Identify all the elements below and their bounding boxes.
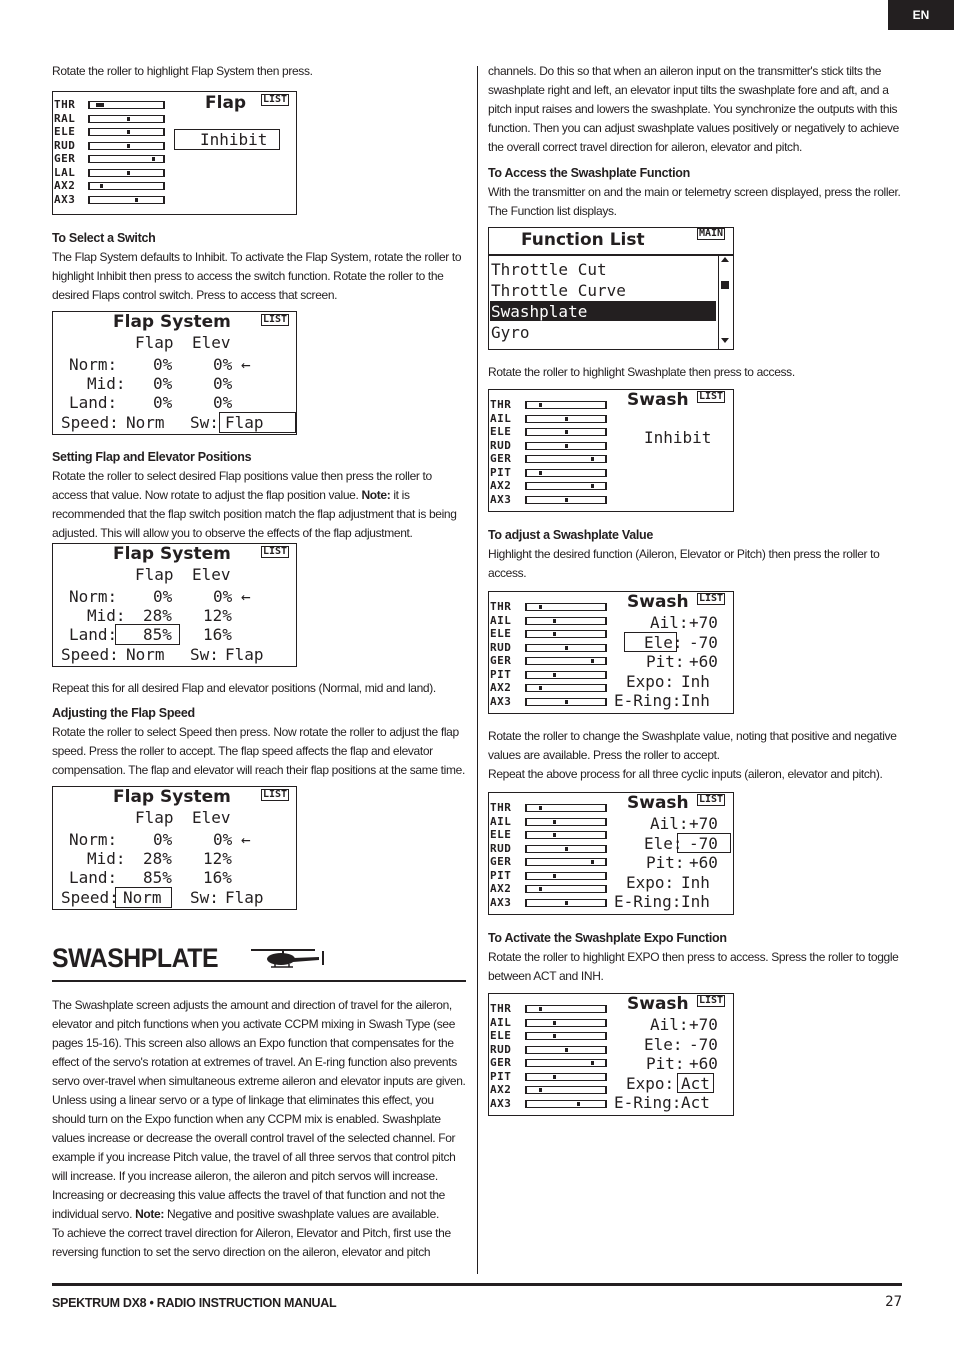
continued-text: channels. Do this so that when an aileron input on the transmitter's stick tilts the swashplate right and left, an elevator input tilts the swashplate fore and aft, and a pitch input raises and lowers the swashplate. You synchronize the outputs with this function. Then you can adjust swashplate values positively or negatively to achieve the overall correct travel direction for aileron, elevator and pitch. bbox=[488, 64, 899, 154]
channel-label: AX3 bbox=[490, 492, 512, 506]
highlight-text: Rotate the roller to highlight Swashplate then press to access. bbox=[488, 365, 795, 379]
channel-label: PIT bbox=[490, 465, 512, 479]
col-elev: Elev bbox=[192, 565, 231, 584]
swashplate-direction-text: To achieve the correct travel direction for Aileron, Elevator and Pitch, first use the reversing function to set the servo direction on the aileron, elevator and pitch bbox=[52, 1226, 451, 1259]
channel-bar bbox=[525, 858, 607, 866]
pit-label: Pit: bbox=[646, 853, 685, 872]
expo-value[interactable]: Inh bbox=[681, 672, 710, 691]
menu-item-swashplate[interactable]: Swashplate bbox=[491, 302, 588, 321]
ele-label: Ele: bbox=[644, 834, 683, 853]
land-elev: 16% bbox=[203, 625, 232, 644]
row-norm: Norm: bbox=[69, 830, 118, 849]
channel-bar bbox=[525, 469, 607, 477]
channel-bar bbox=[88, 196, 165, 204]
channel-bar bbox=[525, 1059, 607, 1067]
scrollbar[interactable] bbox=[718, 254, 733, 349]
switch-label: Sw: bbox=[190, 888, 219, 907]
mid-elev: 0% bbox=[213, 374, 233, 393]
list-tag: LIST bbox=[263, 789, 288, 800]
channel-bar bbox=[525, 428, 607, 436]
page-number: 27 bbox=[885, 1294, 902, 1310]
channel-bar bbox=[525, 804, 607, 812]
channel-bar bbox=[88, 128, 165, 136]
speed-value: Norm bbox=[123, 888, 162, 907]
ering-value[interactable]: Act bbox=[681, 1093, 710, 1112]
channel-label: GER bbox=[490, 1056, 512, 1069]
channel-bar bbox=[88, 142, 165, 150]
language-tab: EN bbox=[888, 0, 954, 30]
channel-label: AX2 bbox=[490, 882, 512, 895]
channel-bar bbox=[88, 169, 165, 177]
swashplate-intro-text: The Swashplate screen adjusts the amount and direction of travel for the aileron, elevator and pitch functions when you activate CCPM mixing in Swash Type (see pages 15-16). This screen also allows an Expo function that compensates for the effect of the servo's rotation at extremes of travel. An E-ring function also prevents servo over-travel when simultaneous extreme aileron and elevator inputs are given. Unless using a linear servo or a type of linkage that eliminates this effect, you should turn on the Expo function when any CCPM mix is enabled. Swashplate values increase or decrease the overall control travel of the selected channel. For example if you increase Pitch value, the travel of all three servos that control pitch will increase. If you increase aileron, the aileron and pitch servos will increase. Increasing or decreasing this value affects the travel of that function and not the individual servo. Note: Negative and positive swashplate values are available. bbox=[52, 998, 466, 1221]
row-norm: Norm: bbox=[69, 587, 118, 606]
channel-label: ELE bbox=[54, 125, 76, 138]
arrow-left-icon: ← bbox=[241, 355, 251, 374]
channel-label: AIL bbox=[490, 1015, 512, 1029]
channel-bar bbox=[525, 698, 607, 706]
expo-text: Rotate the roller to highlight EXPO then press to access. Spress the roller to toggle between ACT and INH. bbox=[488, 950, 899, 983]
channel-label: AIL bbox=[490, 814, 512, 828]
list-tag: LIST bbox=[263, 94, 288, 105]
channel-bar bbox=[525, 496, 607, 504]
switch-value: Flap bbox=[225, 888, 264, 907]
menu-item-throttle-curve[interactable]: Throttle Curve bbox=[491, 281, 626, 300]
list-tag: LIST bbox=[263, 546, 288, 557]
adjust-text: Highlight the desired function (Aileron, Elevator or Pitch) then press the roller to access. bbox=[488, 547, 880, 580]
flap-system-screen-2 bbox=[52, 543, 297, 667]
channel-bar bbox=[88, 101, 165, 109]
main-tag: MAIN bbox=[699, 228, 724, 239]
land-flap: 85% bbox=[143, 625, 172, 644]
channel-bar bbox=[88, 182, 165, 190]
screen-title: Swash bbox=[627, 994, 689, 1014]
select-switch-text: The Flap System defaults to Inhibit. To activate the Flap System, rotate the roller to highlight Inhibit then press to access the switch function. Rotate the roller to the desired Flaps control switch. Press to access that screen. bbox=[52, 250, 462, 302]
menu-item-throttle-cut[interactable]: Throttle Cut bbox=[491, 260, 607, 279]
section-title: SWASHPLATE bbox=[52, 942, 219, 973]
change-text: Rotate the roller to change the Swashplate value, noting that positive and negative values are available. Press the roller to accept. bbox=[488, 729, 897, 762]
ele-value[interactable]: -70 bbox=[689, 633, 718, 652]
expo-label: Expo: bbox=[626, 873, 675, 892]
channel-label: THR bbox=[54, 98, 76, 111]
channel-bar bbox=[525, 415, 607, 423]
arrow-left-icon: ← bbox=[241, 587, 251, 606]
channel-label: ELE bbox=[490, 627, 512, 640]
mid-flap: 28% bbox=[143, 849, 172, 868]
speed-text: Rotate the roller to select Speed then press. Now rotate the roller to adjust the flap speed. Press the roller to accept. The flap speed affects the flap and elevator compensation. The flap and elevator will reach their flap positions at the same time. bbox=[52, 725, 465, 777]
screen-title: Swash bbox=[627, 390, 689, 410]
expo-label: Expo: bbox=[626, 1074, 675, 1093]
swash-screen-ele-value bbox=[488, 792, 734, 915]
screen-title: Swash bbox=[627, 793, 689, 813]
right-column bbox=[488, 62, 902, 1116]
switch-value: Flap bbox=[225, 645, 264, 664]
mid-flap: 28% bbox=[143, 606, 172, 625]
row-speed: Speed: bbox=[61, 888, 119, 907]
section-heading bbox=[52, 936, 466, 982]
land-flap: 0% bbox=[153, 393, 173, 412]
ail-label: Ail: bbox=[650, 814, 689, 833]
screen-title: Flap System bbox=[113, 544, 231, 564]
speed-value: Norm bbox=[126, 413, 165, 432]
inhibit-value: Inhibit bbox=[200, 130, 268, 149]
repeat-cyclic-text: Repeat the above process for all three cyclic inputs (aileron, elevator and pitch). bbox=[488, 767, 883, 781]
norm-flap: 0% bbox=[153, 587, 173, 606]
channel-label: THR bbox=[490, 1002, 512, 1015]
norm-flap: 0% bbox=[153, 830, 173, 849]
screen-title: Function List bbox=[521, 230, 645, 250]
expo-label: Expo: bbox=[626, 672, 675, 691]
switch-label: Sw: bbox=[190, 645, 219, 664]
channel-label: THR bbox=[490, 600, 512, 613]
ail-label: Ail: bbox=[650, 613, 689, 632]
ele-value[interactable]: -70 bbox=[689, 834, 718, 853]
heading-adjust: To adjust a Swashplate Value bbox=[488, 528, 654, 542]
ering-label: E-Ring: bbox=[614, 1093, 682, 1112]
row-land: Land: bbox=[69, 625, 118, 644]
setting-text: Rotate the roller to select desired Flap positions value then press the roller to access that value. Now rotate to adjust the flap position value. Note: it is recommended that the flap switch position match the flap adjustment that is being adjusted. This will allow you to observe the effects of the flap adjustment. bbox=[52, 469, 457, 540]
channel-bar bbox=[525, 482, 607, 490]
channel-bar bbox=[525, 671, 607, 679]
ering-value[interactable]: Inh bbox=[681, 691, 710, 710]
channel-label: GER bbox=[490, 855, 512, 868]
ele-value[interactable]: -70 bbox=[689, 1035, 718, 1054]
channel-bar bbox=[525, 644, 607, 652]
channel-bar bbox=[525, 442, 607, 450]
mid-flap: 0% bbox=[153, 374, 173, 393]
channel-label: PIT bbox=[490, 667, 512, 681]
intro-text: Rotate the roller to highlight Flap System then press. bbox=[52, 64, 313, 78]
column-divider bbox=[477, 66, 478, 1274]
ering-label: E-Ring: bbox=[614, 691, 682, 710]
heading-speed: Adjusting the Flap Speed bbox=[52, 706, 195, 720]
row-speed: Speed: bbox=[61, 645, 119, 664]
row-mid: Mid: bbox=[87, 849, 126, 868]
channel-label: AX3 bbox=[490, 895, 512, 909]
swash-screen-expo-act bbox=[488, 993, 734, 1116]
swash-screen-ele-select bbox=[488, 591, 734, 714]
left-column bbox=[52, 62, 466, 1262]
channel-label: GER bbox=[54, 152, 76, 165]
channel-label: RAL bbox=[54, 111, 76, 125]
channel-bar bbox=[525, 1032, 607, 1040]
channel-label: THR bbox=[490, 801, 512, 814]
ail-value[interactable]: +70 bbox=[689, 814, 718, 833]
footer-rule bbox=[52, 1283, 902, 1286]
switch-label: Sw: bbox=[190, 413, 219, 432]
channel-label: ELE bbox=[490, 828, 512, 841]
norm-elev: 0% bbox=[213, 355, 233, 374]
channel-bar bbox=[525, 872, 607, 880]
channel-bar bbox=[525, 617, 607, 625]
land-flap: 85% bbox=[143, 868, 172, 887]
channel-bar bbox=[525, 603, 607, 611]
speed-value: Norm bbox=[126, 645, 165, 664]
land-elev: 16% bbox=[203, 868, 232, 887]
channel-label: LAL bbox=[54, 165, 76, 179]
channel-bar bbox=[525, 630, 607, 638]
norm-elev: 0% bbox=[213, 830, 233, 849]
channel-label: AX2 bbox=[490, 1083, 512, 1096]
pit-label: Pit: bbox=[646, 1054, 685, 1073]
channel-label: AX3 bbox=[54, 192, 76, 206]
channel-bar bbox=[525, 885, 607, 893]
ering-label: E-Ring: bbox=[614, 892, 682, 911]
channel-label: GER bbox=[490, 654, 512, 667]
row-mid: Mid: bbox=[87, 606, 126, 625]
row-land: Land: bbox=[69, 393, 118, 412]
swash-inhibit-screen bbox=[488, 389, 734, 512]
expo-value[interactable]: Inh bbox=[681, 873, 710, 892]
ele-label: Ele: bbox=[644, 633, 683, 652]
channel-label: AX3 bbox=[490, 694, 512, 708]
col-elev: Elev bbox=[192, 333, 231, 352]
channel-label: AX2 bbox=[54, 179, 76, 192]
row-land: Land: bbox=[69, 868, 118, 887]
channel-bar bbox=[525, 899, 607, 907]
col-flap: Flap bbox=[135, 333, 174, 352]
channel-bar bbox=[525, 684, 607, 692]
flap-system-screen-1 bbox=[52, 311, 297, 435]
channel-label: AIL bbox=[490, 613, 512, 627]
row-norm: Norm: bbox=[69, 355, 118, 374]
channel-label: THR bbox=[490, 398, 512, 411]
channel-bar bbox=[525, 1100, 607, 1108]
helicopter-icon bbox=[247, 945, 331, 971]
channel-label: GER bbox=[490, 452, 512, 465]
pit-label: Pit: bbox=[646, 652, 685, 671]
screen-title: Flap System bbox=[113, 787, 231, 807]
list-tag: LIST bbox=[699, 593, 724, 604]
channel-label: RUD bbox=[490, 438, 512, 452]
heading-expo: To Activate the Swashplate Expo Function bbox=[488, 931, 727, 945]
channel-bar bbox=[525, 455, 607, 463]
inhibit-value[interactable]: Inhibit bbox=[644, 428, 712, 447]
channel-label: AX3 bbox=[490, 1096, 512, 1110]
row-speed: Speed: bbox=[61, 413, 119, 432]
channel-label: ELE bbox=[490, 1029, 512, 1042]
pit-value[interactable]: +60 bbox=[689, 652, 718, 671]
col-flap: Flap bbox=[135, 808, 174, 827]
norm-elev: 0% bbox=[213, 587, 233, 606]
channel-bar bbox=[525, 1086, 607, 1094]
flap-system-screen-3 bbox=[52, 786, 297, 910]
channel-label: ELE bbox=[490, 425, 512, 438]
heading-setting: Setting Flap and Elevator Positions bbox=[52, 450, 252, 464]
access-text: With the transmitter on and the main or telemetry screen displayed, press the roller. The Function list displays. bbox=[488, 185, 901, 218]
pit-value[interactable]: +60 bbox=[689, 1054, 718, 1073]
channel-bar bbox=[88, 115, 165, 123]
channel-bar bbox=[525, 845, 607, 853]
screen-title: Swash bbox=[627, 592, 689, 612]
menu-item-gyro[interactable]: Gyro bbox=[491, 323, 530, 342]
heading-access: To Access the Swashplate Function bbox=[488, 166, 690, 180]
screen-title: Flap bbox=[205, 93, 247, 113]
list-tag: LIST bbox=[699, 391, 724, 402]
pit-value[interactable]: +60 bbox=[689, 853, 718, 872]
expo-value[interactable]: Act bbox=[681, 1074, 710, 1093]
channel-bar bbox=[525, 831, 607, 839]
channel-bar bbox=[525, 818, 607, 826]
ail-value[interactable]: +70 bbox=[689, 1015, 718, 1034]
arrow-left-icon: ← bbox=[241, 830, 251, 849]
channel-bar bbox=[525, 657, 607, 665]
list-tag: LIST bbox=[699, 794, 724, 805]
col-flap: Flap bbox=[135, 565, 174, 584]
screen-title: Flap System bbox=[113, 312, 231, 332]
switch-value: Flap bbox=[225, 413, 264, 432]
channel-bar bbox=[525, 1046, 607, 1054]
channel-label: RUD bbox=[490, 1042, 512, 1056]
norm-flap: 0% bbox=[153, 355, 173, 374]
list-tag: LIST bbox=[263, 314, 288, 325]
scroll-arrows-icon bbox=[719, 254, 731, 348]
channel-label: PIT bbox=[490, 1069, 512, 1083]
ail-label: Ail: bbox=[650, 1015, 689, 1034]
channel-bar bbox=[525, 1005, 607, 1013]
ail-value[interactable]: +70 bbox=[689, 613, 718, 632]
ering-value[interactable]: Inh bbox=[681, 892, 710, 911]
col-elev: Elev bbox=[192, 808, 231, 827]
channel-bar bbox=[88, 155, 165, 163]
land-elev: 0% bbox=[213, 393, 233, 412]
channel-label: PIT bbox=[490, 868, 512, 882]
channel-label: AX2 bbox=[490, 681, 512, 694]
flap-inhibit-screen bbox=[52, 91, 297, 215]
channel-label: RUD bbox=[54, 138, 76, 152]
channel-label: AIL bbox=[490, 411, 512, 425]
ele-label: Ele: bbox=[644, 1035, 683, 1054]
channel-bar bbox=[525, 401, 607, 409]
channel-bar bbox=[525, 1019, 607, 1027]
channel-label: AX2 bbox=[490, 479, 512, 492]
channel-label: RUD bbox=[490, 841, 512, 855]
channel-bar bbox=[525, 1073, 607, 1081]
repeat-text: Repeat this for all desired Flap and elevator positions (Normal, mid and land). bbox=[52, 681, 436, 695]
channel-label: RUD bbox=[490, 640, 512, 654]
footer-manual-title: SPEKTRUM DX8 • RADIO INSTRUCTION MANUAL bbox=[52, 1296, 337, 1310]
mid-elev: 12% bbox=[203, 849, 232, 868]
heading-select-switch: To Select a Switch bbox=[52, 231, 156, 245]
list-tag: LIST bbox=[699, 995, 724, 1006]
row-mid: Mid: bbox=[87, 374, 126, 393]
mid-elev: 12% bbox=[203, 606, 232, 625]
function-list-screen bbox=[488, 227, 734, 350]
